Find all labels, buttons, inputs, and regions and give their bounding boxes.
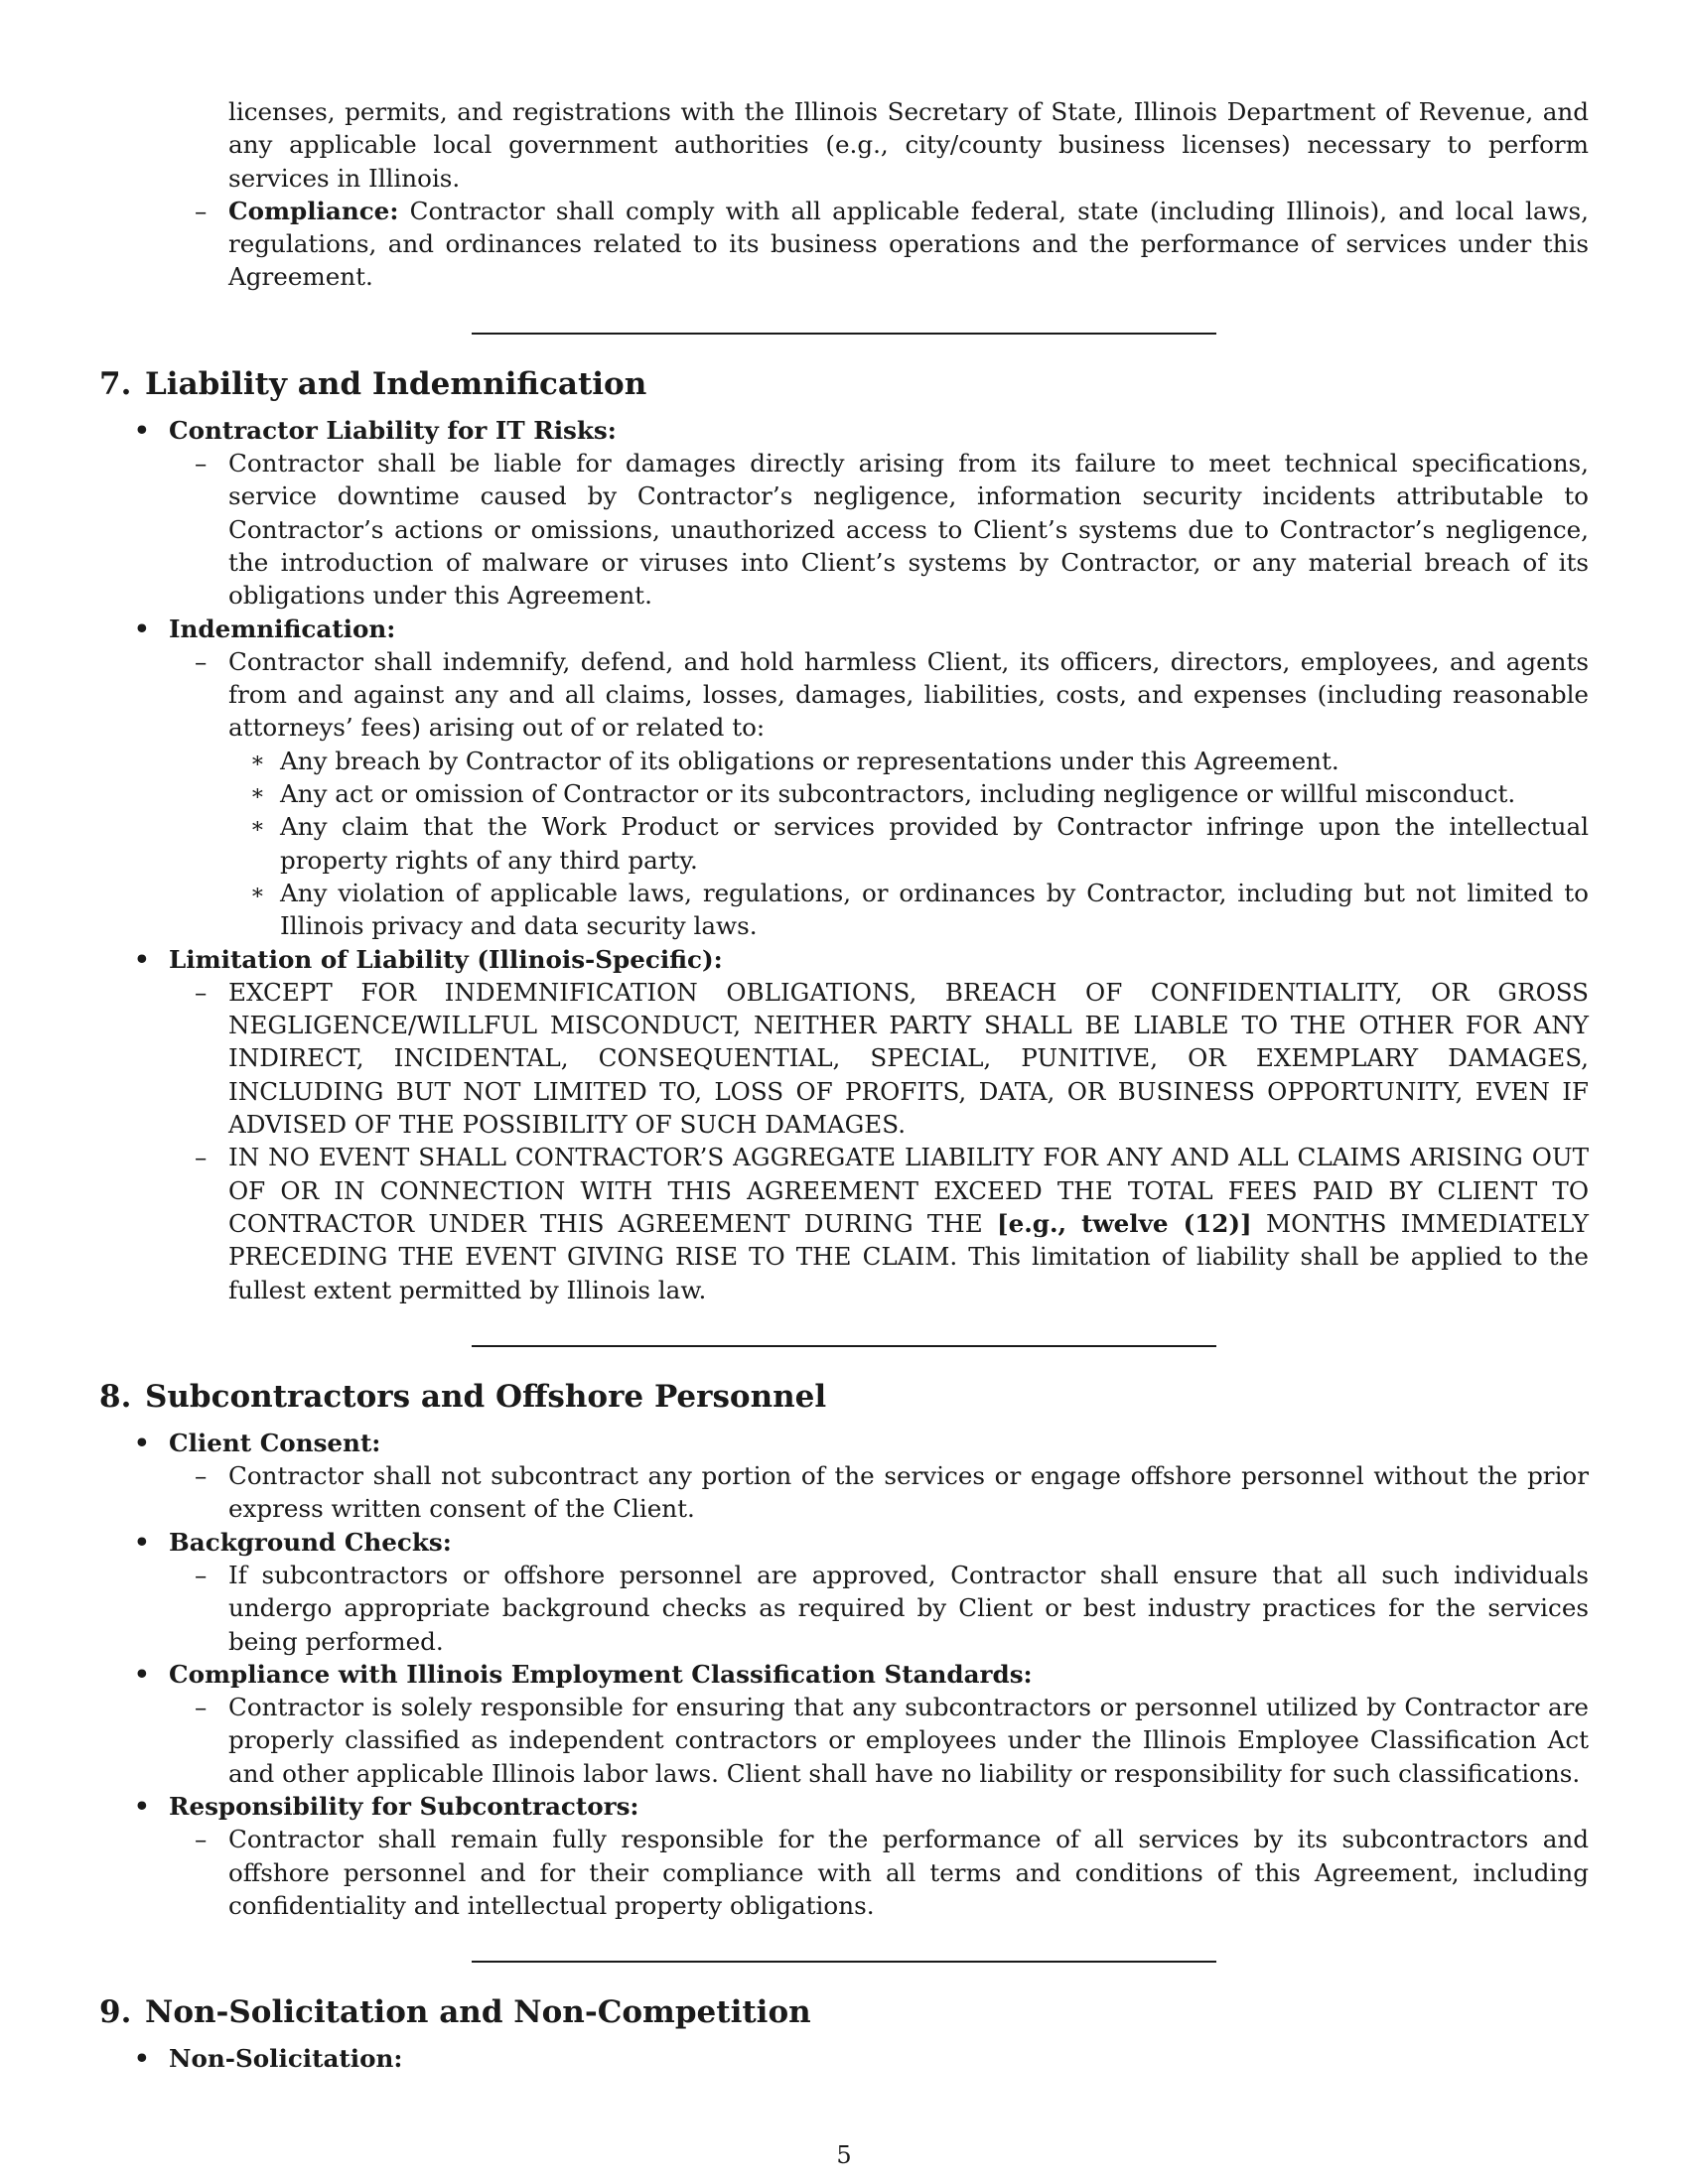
compliance-label: Compliance:	[228, 196, 399, 225]
classification-text	[99, 1691, 1589, 1790]
limitation-bullet	[99, 943, 1589, 976]
bullet-marker: •	[134, 2044, 150, 2074]
indemnification-item	[99, 745, 1589, 777]
indemnification-item	[99, 810, 1589, 877]
background-checks-bullet	[99, 1526, 1589, 1559]
bullet-marker: •	[134, 1659, 150, 1689]
liability-it-risks-text	[99, 447, 1589, 612]
liability-it-risks-bullet	[99, 414, 1589, 447]
responsibility-text	[99, 1823, 1589, 1922]
dash-marker: –	[195, 449, 208, 478]
section-9-title: Non-Solicitation and Non-Competition	[145, 1994, 811, 2031]
bullet-marker: •	[134, 1792, 150, 1822]
licenses-continuation	[99, 95, 1589, 195]
section-8-number: 8.	[99, 1378, 132, 1415]
section-8-title: Subcontractors and Offshore Personnel	[145, 1378, 827, 1415]
dash-marker: –	[195, 1825, 208, 1854]
section-divider	[472, 1345, 1216, 1347]
section-divider	[472, 333, 1216, 335]
section-9-number: 9.	[99, 1994, 132, 2031]
limitation-text-2	[99, 1141, 1589, 1305]
compliance-item	[99, 195, 1589, 294]
section-divider	[472, 1961, 1216, 1963]
document-page	[99, 95, 1589, 2076]
dash-marker: –	[195, 1693, 208, 1722]
licenses-text: licenses, permits, and registrations with the Illinois Secretary of State, Illinois Department of Revenue, and any applicable local government authorities (e.g., city/county business licenses) necessary to perform services in Illinois.	[228, 97, 1589, 193]
client-consent-text	[99, 1459, 1589, 1526]
section-7-title: Liability and Indemnification	[145, 365, 647, 402]
classification-label: Compliance with Illinois Employment Classification Standards:	[169, 1659, 1033, 1689]
limitation-label: Limitation of Liability (Illinois-Specific):	[169, 944, 723, 974]
client-consent-body: Contractor shall not subcontract any portion of the services or engage offshore personnel without the prior express written consent of the Client.	[228, 1461, 1589, 1524]
limitation-body-2b: MONTHS IMMEDIATELY PRECEDING THE EVENT GIVING RISE TO THE CLAIM. This limitation of liability shall be applied to the fullest extent permitted by Illinois law.	[228, 1208, 1589, 1304]
client-consent-label: Client Consent:	[169, 1428, 381, 1457]
page-number: 5	[836, 2141, 852, 2169]
non-solicitation-bullet	[99, 2042, 1589, 2075]
dash-marker: –	[195, 1560, 208, 1589]
compliance-text: Contractor shall comply with all applicable federal, state (including Illinois), and local laws, regulations, and ordinances related to its business operations and the performance of services under this Agreement.	[228, 196, 1589, 292]
background-checks-label: Background Checks:	[169, 1527, 452, 1557]
indemnification-item-text: Any violation of applicable laws, regulations, or ordinances by Contractor, including but not limited to Illinois privacy and data security laws.	[280, 878, 1589, 941]
indemnification-body: Contractor shall indemnify, defend, and hold harmless Client, its officers, directors, employees, and agents from and against any and all claims, losses, damages, liabilities, costs, and expenses (including reasonable attorneys’ fees) arising out of or related to:	[228, 646, 1589, 743]
indemnification-item-text: Any claim that the Work Product or services provided by Contractor infringe upon the intellectual property rights of any third party.	[280, 812, 1589, 875]
dash-marker: –	[195, 1461, 208, 1491]
star-marker: ∗	[250, 781, 265, 807]
dash-marker: –	[195, 646, 208, 676]
bullet-marker: •	[134, 1428, 150, 1457]
background-checks-body: If subcontractors or offshore personnel are approved, Contractor shall ensure that all such individuals undergo appropriate background checks as required by Client or best industry practices for the services being performed.	[228, 1560, 1589, 1656]
section-7-heading	[99, 364, 1589, 404]
dash-marker: –	[195, 196, 208, 225]
bullet-marker: •	[134, 1527, 150, 1557]
star-marker: ∗	[250, 748, 265, 773]
limitation-body-2a: IN NO EVENT SHALL CONTRACTOR’S AGGREGATE LIABILITY FOR ANY AND ALL CLAIMS ARISING OUT OF OR IN CONNECTION WITH THIS AGREEMENT EXCEED THE TOTAL FEES PAID BY CLIENT TO CONTRACTOR UNDER THIS AGREEMENT DURING THE	[228, 1143, 1589, 1238]
background-checks-text	[99, 1559, 1589, 1658]
client-consent-bullet	[99, 1427, 1589, 1459]
bullet-marker: •	[134, 614, 150, 643]
liability-it-risks-label: Contractor Liability for IT Risks:	[169, 415, 617, 445]
limitation-body-1: EXCEPT FOR INDEMNIFICATION OBLIGATIONS, BREACH OF CONFIDENTIALITY, OR GROSS NEGLIGENCE/WILLFUL MISCONDUCT, NEITHER PARTY SHALL BE LIABLE TO THE OTHER FOR ANY INDIRECT, INCIDENTAL, CONSEQUENTIAL, SPECIAL, PUNITIVE, OR EXEMPLARY DAMAGES, INCLUDING BUT NOT LIMITED TO, LOSS OF PROFITS, DATA, OR BUSINESS OPPORTUNITY, EVEN IF ADVISED OF THE POSSIBILITY OF SUCH DAMAGES.	[228, 977, 1589, 1140]
indemnification-item-text: Any breach by Contractor of its obligations or representations under this Agreement.	[280, 746, 1339, 775]
indemnification-item	[99, 877, 1589, 943]
limitation-text-1	[99, 976, 1589, 1141]
non-solicitation-label: Non-Solicitation:	[169, 2044, 403, 2074]
section-7-number: 7.	[99, 365, 132, 402]
indemnification-bullet	[99, 613, 1589, 645]
classification-body: Contractor is solely responsible for ensuring that any subcontractors or personnel utilized by Contractor are properly classified as independent contractors or employees under the Illinois Employee Classification Act and other applicable Illinois labor laws. Client shall have no liability or responsibility for such classifications.	[228, 1693, 1589, 1788]
classification-bullet	[99, 1658, 1589, 1691]
indemnification-text	[99, 645, 1589, 745]
indemnification-label: Indemnification:	[169, 614, 396, 643]
responsibility-label: Responsibility for Subcontractors:	[169, 1792, 639, 1822]
limitation-term-placeholder: [e.g., twelve (12)]	[996, 1208, 1252, 1238]
section-8-heading	[99, 1377, 1589, 1417]
section-9-heading	[99, 1992, 1589, 2032]
dash-marker: –	[195, 977, 208, 1007]
indemnification-item	[99, 777, 1589, 810]
responsibility-bullet	[99, 1790, 1589, 1823]
bullet-marker: •	[134, 944, 150, 974]
dash-marker: –	[195, 1143, 208, 1172]
star-marker: ∗	[250, 880, 265, 905]
responsibility-body: Contractor shall remain fully responsible for the performance of all services by its subcontractors and offshore personnel and for their compliance with all terms and conditions of this Agreement, including confidentiality and intellectual property obligations.	[228, 1825, 1589, 1920]
liability-it-risks-body: Contractor shall be liable for damages directly arising from its failure to meet technical specifications, service downtime caused by Contractor’s negligence, information security incidents attributable to Contractor’s actions or omissions, unauthorized access to Client’s systems due to Contractor’s negligence, the introduction of malware or viruses into Client’s systems by Contractor, or any material breach of its obligations under this Agreement.	[228, 449, 1589, 611]
bullet-marker: •	[134, 415, 150, 445]
indemnification-item-text: Any act or omission of Contractor or its subcontractors, including negligence or willful misconduct.	[280, 779, 1516, 809]
star-marker: ∗	[250, 814, 265, 840]
